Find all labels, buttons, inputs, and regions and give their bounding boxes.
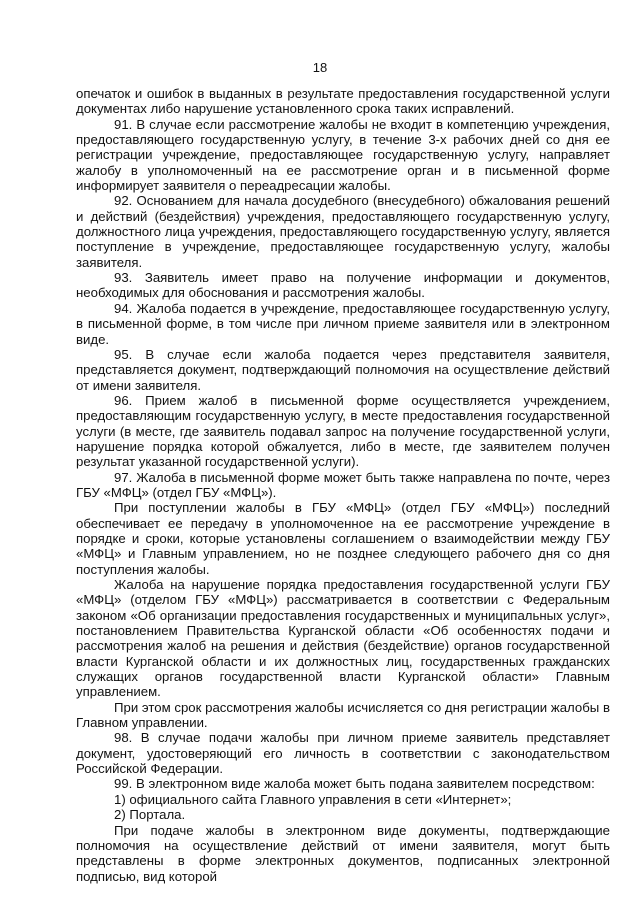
paragraph-97-term: При этом срок рассмотрения жалобы исчисляется со дня регистрации жалобы в Главном управлении.: [76, 699, 610, 731]
paragraph-96: 96. Прием жалоб в письменной форме осуществляется учреждением, предоставляющим государственную услугу, в месте предоставления государственной услуги (в месте, где заявитель подавал запрос на получение государственной услуги, нарушение порядка которой обжалуется, либо в месте, где заявителем получен результат указанной государственной услуги).: [76, 392, 610, 470]
paragraph-92: 92. Основанием для начала досудебного (внесудебного) обжалования решений и действий (бездействия) учреждения, предоставляющего государственную услугу, должностного лица учреждения, предоставляющего государственную услугу, является поступление в учреждение, предоставляющее государственную услугу, жалобы заявителя.: [76, 193, 610, 270]
paragraph-continuation: опечаток и ошибок в выданных в результате предоставления государственной услуги документах либо нарушение установленного срока таких исправлений.: [76, 86, 610, 117]
paragraph-99-item-2: 2) Портала.: [114, 807, 186, 823]
paragraph-91: 91. В случае если рассмотрение жалобы не входит в компетенцию учреждения, предоставляющего государственную услугу, в течение 3-х рабочих дней со дня ее регистрации учреждение, предоставляющее государственную услугу, направляет жалобу в уполномоченный на ее рассмотрение орган и в письменной форме информирует заявителя о переадресации жалобы.: [76, 116, 610, 194]
paragraph-99-item-1: 1) официального сайта Главного управления в сети «Интернет»;: [114, 791, 512, 807]
paragraph-99-electronic: При подаче жалобы в электронном виде документы, подтверждающие полномочия на осуществление действий от имени заявителя, могут быть представлены в форме электронных документов, подписанных электронной подписью, вид которой: [76, 822, 610, 884]
paragraph-93: 93. Заявитель имеет право на получение информации и документов, необходимых для обоснования и рассмотрения жалобы.: [76, 270, 610, 301]
document-body: [76, 86, 610, 884]
paragraph-99: 99. В электронном виде жалоба может быть подана заявителем посредством:: [114, 776, 595, 792]
paragraph-95: 95. В случае если жалоба подается через представителя заявителя, представляется документ, подтверждающий полномочия на осуществление действий от имени заявителя.: [76, 346, 610, 393]
paragraph-97-law: Жалоба на нарушение порядка предоставления государственной услуги ГБУ «МФЦ» (отделом ГБУ «МФЦ») рассматривается в соответствии с Федеральным законом «Об организации предоставления государственных и муниципальных услуг», постановлением Правительства Курганской области «Об особенностях подачи и рассмотрения жалоб на решения и действия (бездействие) органов государственной власти Курганской области и их должностных лиц, государственных гражданских служащих органов государственной власти Курганской области» Главным управлением.: [76, 577, 610, 700]
paragraph-97-mfc: При поступлении жалобы в ГБУ «МФЦ» (отдел ГБУ «МФЦ») последний обеспечивает ее передачу в уполномоченное на ее рассмотрение учреждение в порядке и сроки, которые установлены соглашением о взаимодействии между ГБУ «МФЦ» и Главным управлением, но не позднее следующего рабочего дня со дня поступления жалобы.: [76, 500, 610, 577]
paragraph-94: 94. Жалоба подается в учреждение, предоставляющее государственную услугу, в письменной форме, в том числе при личном приеме заявителя или в электронном виде.: [76, 300, 610, 347]
paragraph-97: 97. Жалоба в письменной форме может быть также направлена по почте, через ГБУ «МФЦ» (отдел ГБУ «МФЦ»).: [76, 469, 610, 500]
page-number: 18: [312, 60, 328, 75]
paragraph-98: 98. В случае подачи жалобы при личном приеме заявитель представляет документ, удостоверяющий его личность в соответствии с законодательством Российской Федерации.: [76, 730, 610, 777]
